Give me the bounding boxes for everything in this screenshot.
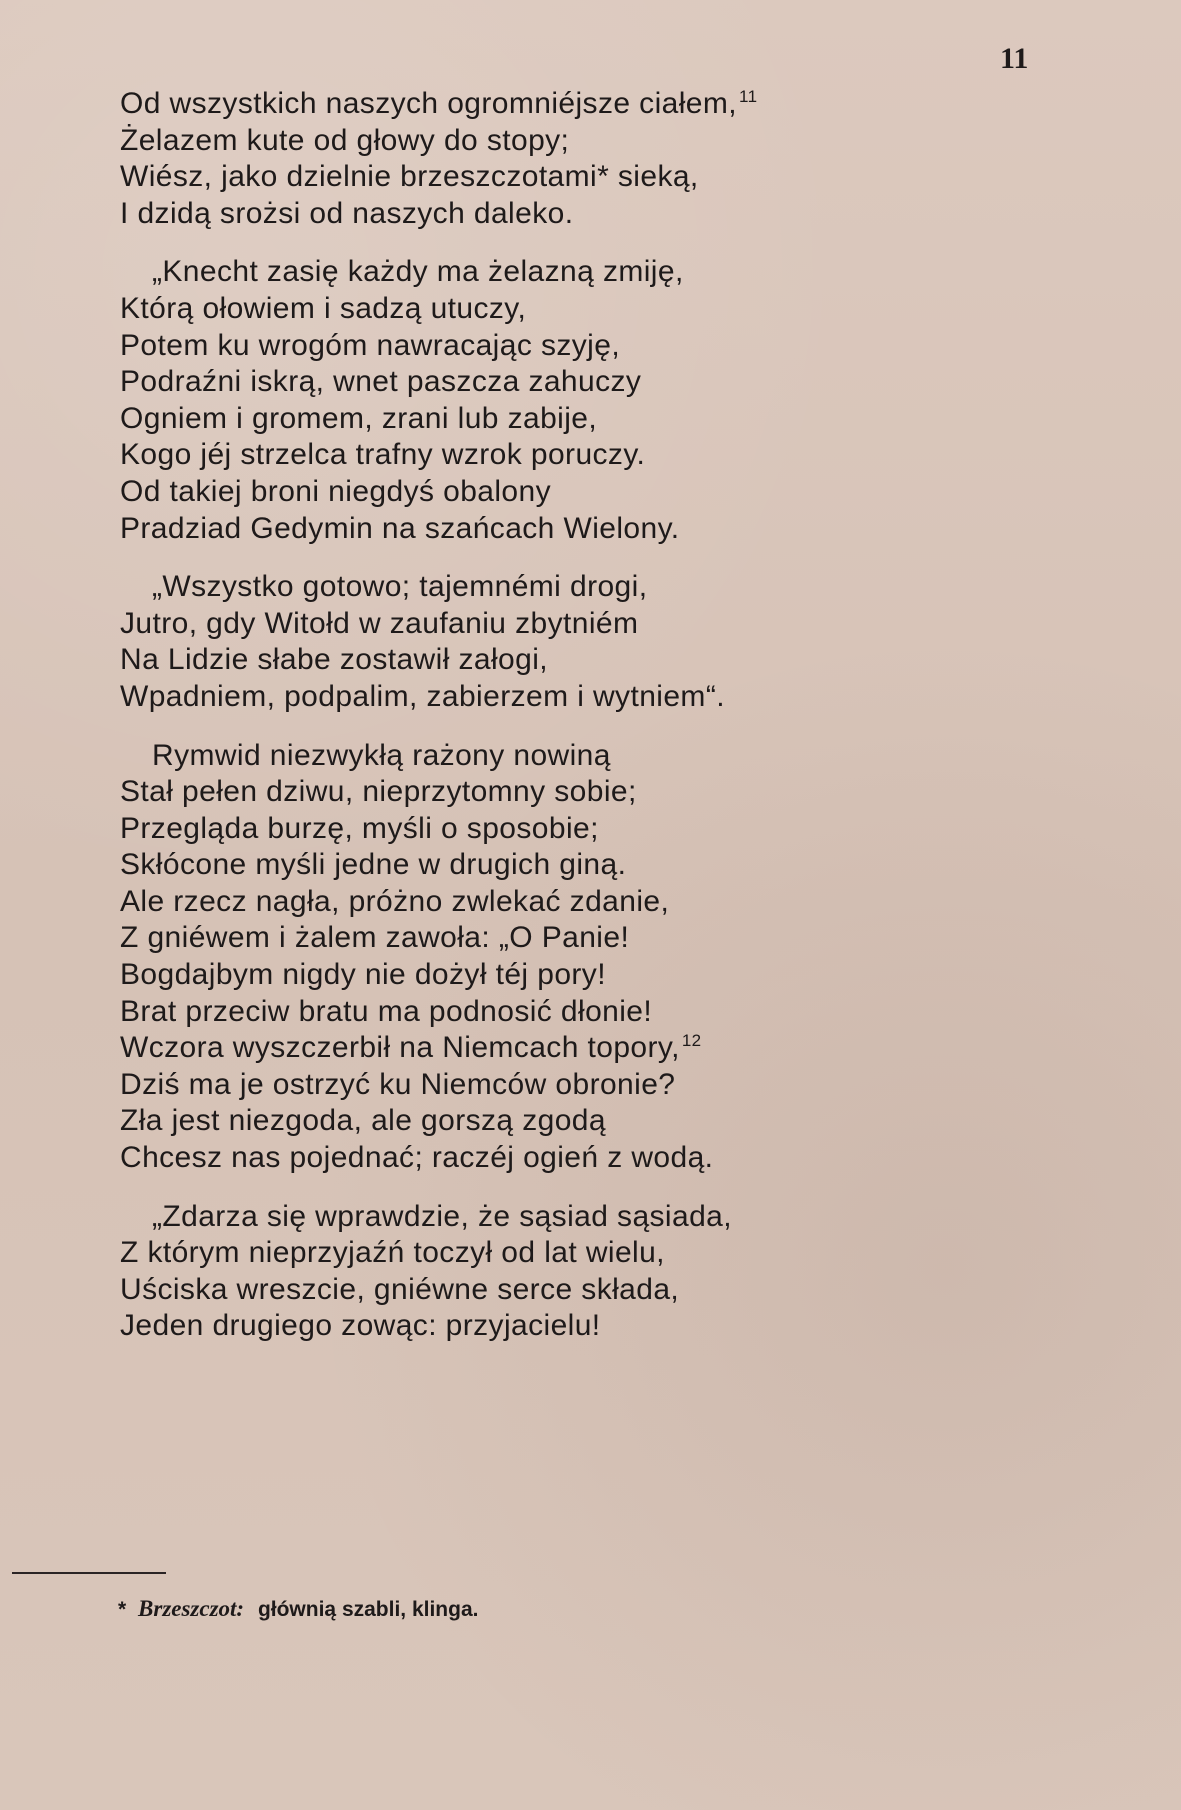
verse-line [120,254,1020,291]
verse-line [120,606,1020,643]
verse-line [120,328,1020,365]
verse-text: Brat przeciw bratu ma podnosić dłonie! [120,994,653,1028]
verse-text: Którą ołowiem i sadzą utuczy, [120,291,527,325]
poem-text [120,86,1020,1367]
verse-line [120,642,1020,679]
verse-text: Z którym nieprzyjaźń toczył od lat wielu, [120,1236,665,1270]
verse-text: Stał pełen dziwu, nieprzytomny sobie; [120,775,637,809]
footnote-reference: 11 [739,87,758,106]
verse-text: Zła jest niezgoda, ale gorszą zgodą [120,1104,606,1138]
verse-line [120,1103,1020,1140]
verse-text: „Wszystko gotowo; tajemnémi drogi, [152,570,648,604]
verse-line [120,123,1020,160]
verse-text: Skłócone myśli jedne w drugich giną. [120,848,627,882]
verse-text: Ale rzecz nagła, próżno zwlekać zdanie, [120,884,670,918]
verse-text: Jeden drugiego zowąc: przyjacielu! [120,1309,601,1343]
verse-text: Pradziad Gedymin na szańcach Wielony. [120,511,680,545]
verse-text: Wiész, jako dzielnie brzeszczotami* sieką, [120,160,699,194]
verse-text: Rymwid niezwykłą rażony nowiną [152,738,611,772]
footnote-term: Brzeszczot: [138,1596,245,1621]
stanza [120,569,1020,715]
page-number: 11 [1000,42,1029,75]
verse-line [120,569,1020,606]
verse-line [120,738,1020,775]
verse-line [120,774,1020,811]
verse-line [120,159,1020,196]
verse-text: Na Lidzie słabe zostawił załogi, [120,643,549,677]
verse-line [120,1235,1020,1272]
verse-text: I dzidą srożsi od naszych daleko. [120,196,574,230]
verse-text: Wczora wyszczerbił na Niemcach topory, [120,1031,680,1065]
verse-text: Przegląda burzę, myśli o sposobie; [120,811,599,845]
verse-line [120,920,1020,957]
verse-line [120,1272,1020,1309]
verse-line [120,847,1020,884]
footnote [118,1596,478,1622]
verse-line [120,1308,1020,1345]
verse-line [120,1199,1020,1236]
footnote-marker: * [118,1598,127,1621]
footnote-definition: głównią szabli, klinga. [257,1598,479,1621]
verse-text: Potem ku wrogóm nawracając szyję, [120,328,621,362]
verse-text: Uściska wreszcie, gniéwne serce składa, [120,1272,680,1306]
verse-text: Wpadniem, podpalim, zabierzem i wytniem“. [120,679,725,713]
stanza [120,254,1020,547]
verse-line [120,401,1020,438]
verse-line [120,1030,1020,1067]
verse-text: Z gniéwem i żalem zawoła: „O Panie! [120,921,630,955]
verse-line [120,196,1020,233]
stanza [120,86,1020,232]
verse-line [120,364,1020,401]
footnote-reference: 12 [681,1031,702,1051]
verse-line [120,86,1020,123]
verse-line [120,679,1020,716]
verse-text: Jutro, gdy Witołd w zaufaniu zbytniém [120,606,639,640]
verse-text: „Zdarza się wprawdzie, że sąsiad sąsiada, [152,1199,732,1233]
verse-line [120,1140,1020,1177]
verse-line [120,1067,1020,1104]
verse-line [120,474,1020,511]
verse-text: Od takiej broni niegdyś obalony [120,474,551,508]
verse-line [120,291,1020,328]
verse-text: Kogo jéj strzelca trafny wzrok poruczy. [120,438,646,472]
verse-text: Żelazem kute od głowy do stopy; [120,123,570,157]
verse-line [120,884,1020,921]
verse-line [120,994,1020,1031]
verse-text: Bogdajbym nigdy nie dożył téj pory! [120,958,606,992]
verse-line [120,511,1020,548]
verse-text: Podraźni iskrą, wnet paszcza zahuczy [120,365,642,399]
verse-line [120,957,1020,994]
footnote-separator [12,1572,166,1574]
stanza [120,1199,1020,1345]
verse-text: Ogniem i gromem, zrani lub zabije, [120,401,598,435]
verse-line [120,437,1020,474]
stanza [120,738,1020,1177]
verse-text: „Knecht zasię każdy ma żelazną zmiję, [152,255,684,289]
verse-text: Dziś ma je ostrzyć ku Niemców obronie? [120,1067,676,1101]
verse-text: Chcesz nas pojednać; raczéj ogień z wodą. [120,1141,714,1175]
verse-text: Od wszystkich naszych ogromniéjsze ciałem, [120,87,738,120]
verse-line [120,811,1020,848]
